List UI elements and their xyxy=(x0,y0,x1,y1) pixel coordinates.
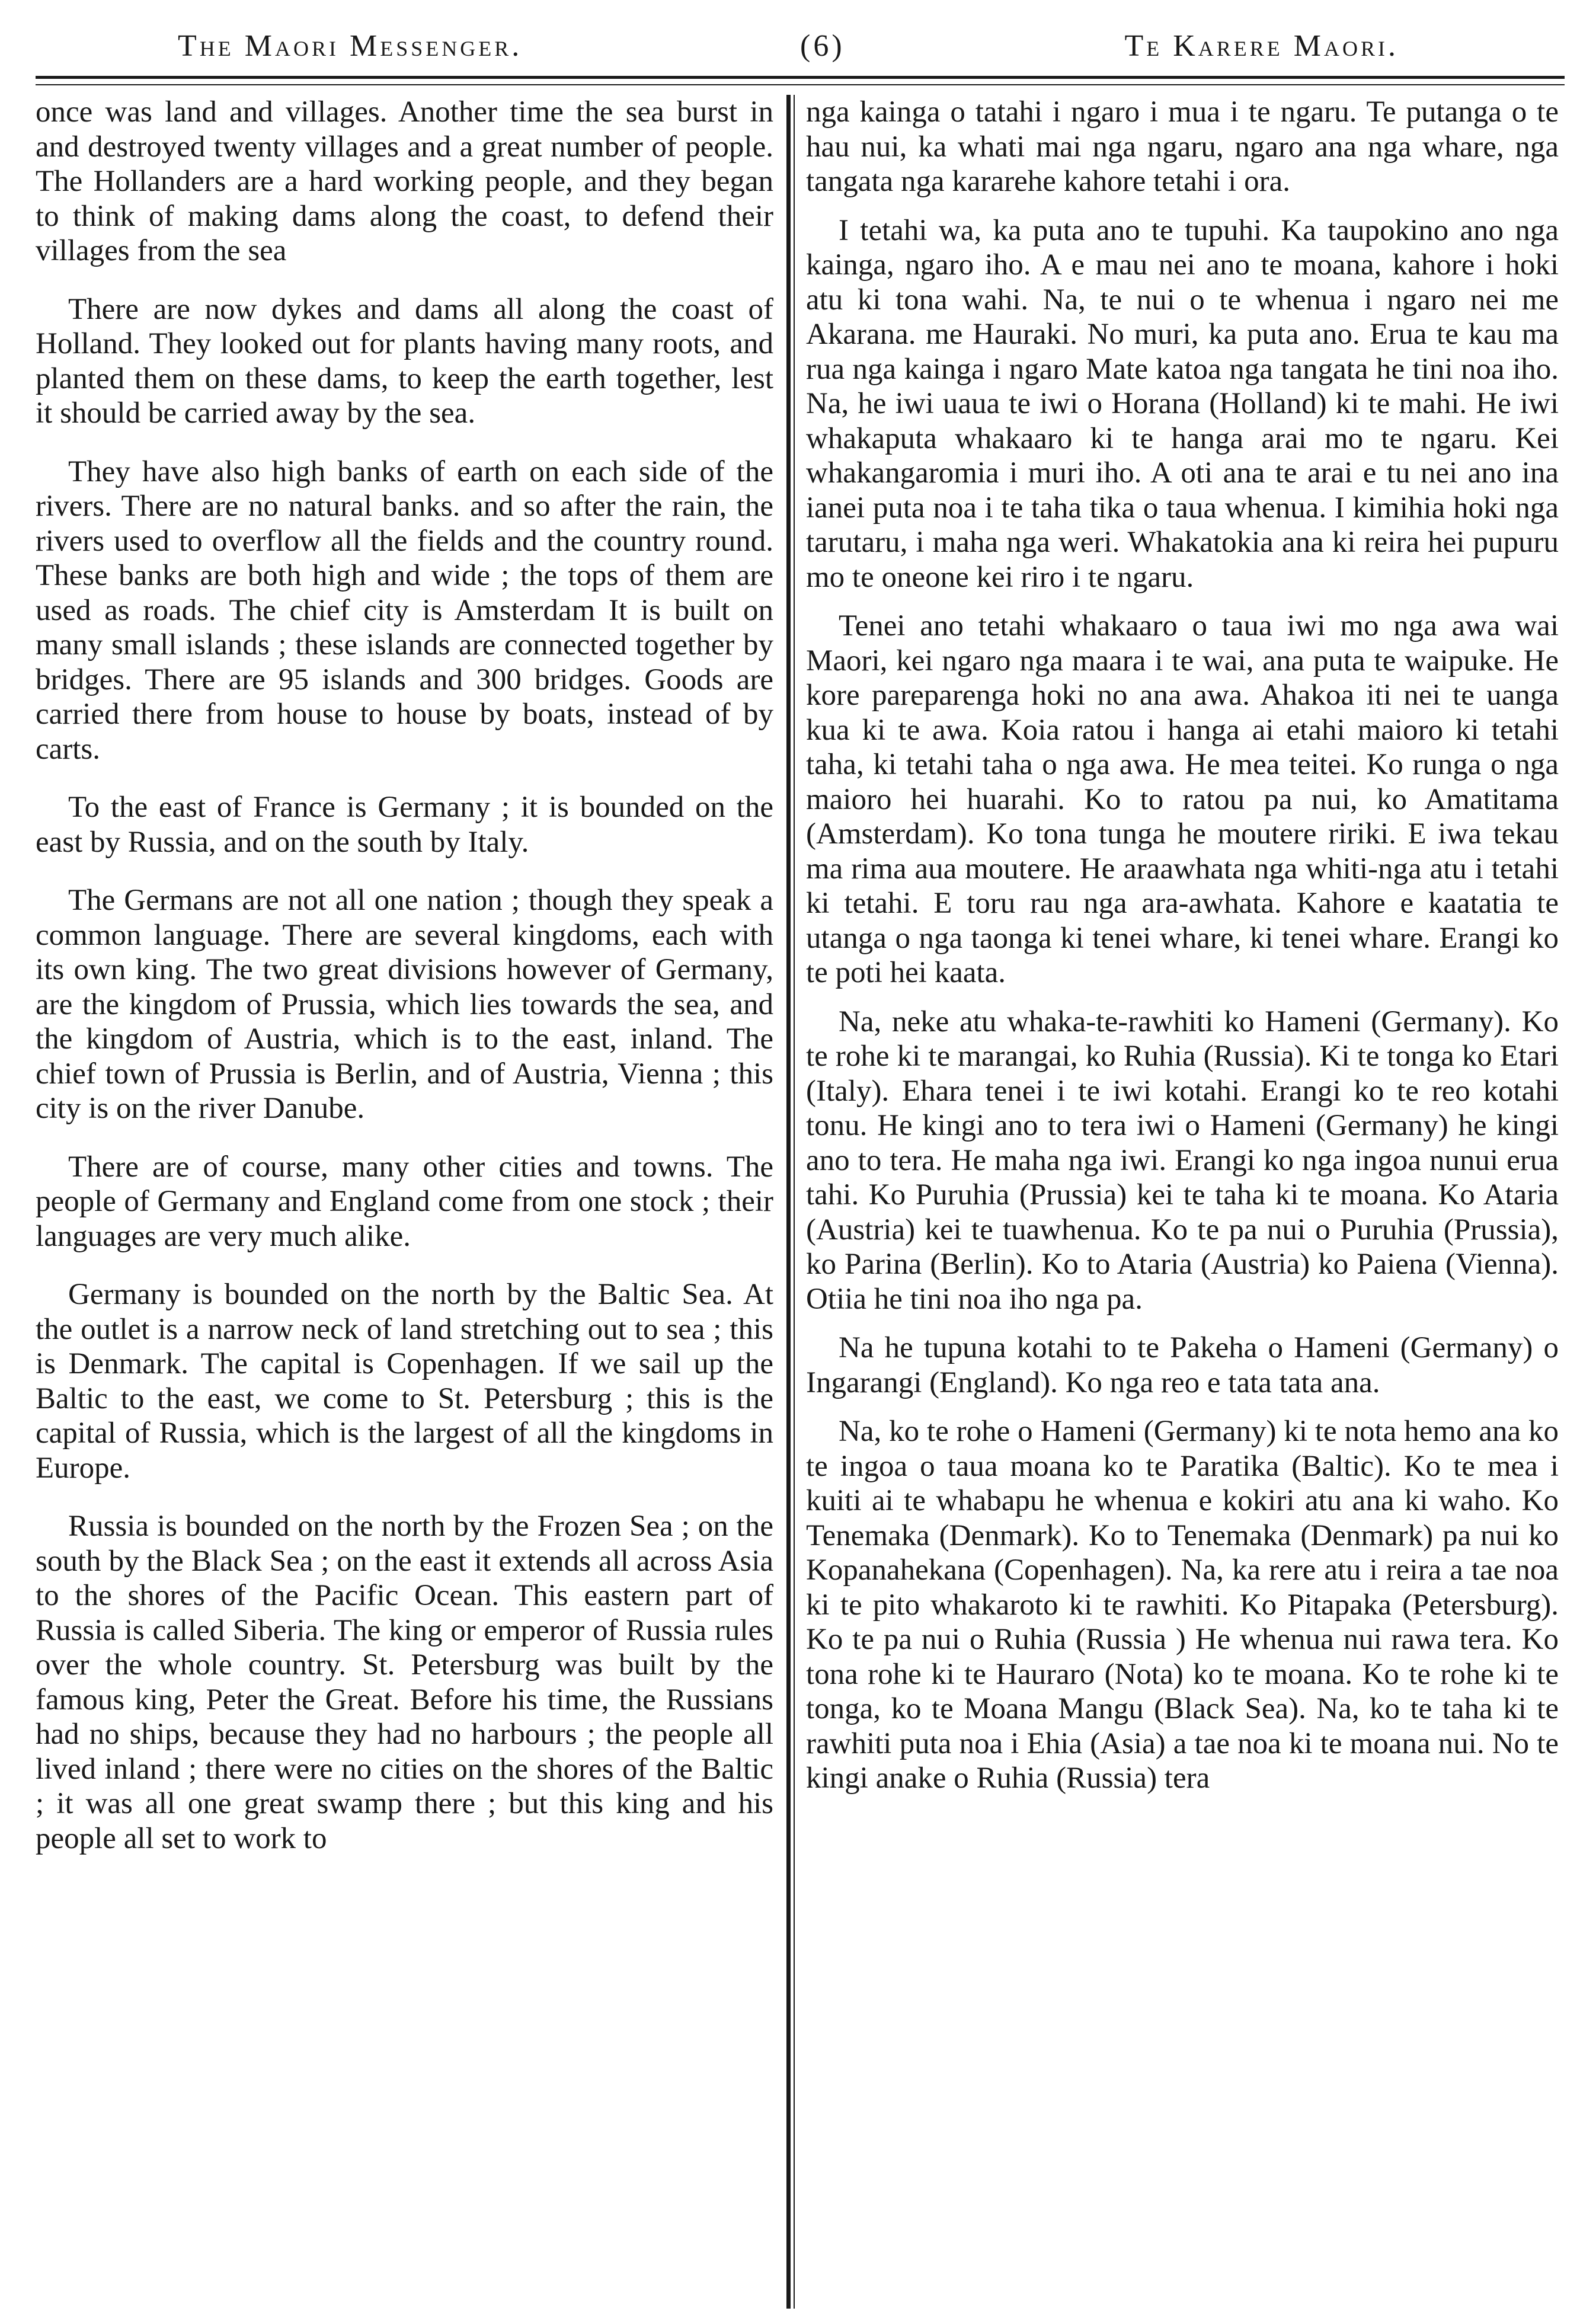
english-paragraph: once was land and villages. Another time the sea burst in and destroyed twenty villages and a great number of people. The Hollanders are a hard working people, and they began to think of making dams along the coast, to defend their villages from the sea xyxy=(36,95,773,267)
header-rule-thin xyxy=(36,84,1565,85)
english-paragraph: They have also high banks of earth on each side of the rivers. There are no natural banks. and so after the rain, the rivers used to overflow all the fields and the country round. These banks are both high and wide ; the tops of them are used as roads. The chief city is Amsterdam It is built on many small islands ; these islands are connected together by bridges. There are 95 islands and 300 bridges. Goods are carried there from house to house by boats, instead of by carts. xyxy=(36,455,773,766)
maori-paragraph: nga kainga o tatahi i ngaro i mua i te ngaru. Te putanga o te hau nui, ka whati mai nga ngaru, ngaro ana nga whare, nga tangata nga kararehe kahore tetahi i ora. xyxy=(806,95,1559,198)
english-paragraph: Russia is bounded on the north by the Frozen Sea ; on the south by the Black Sea ; on the east it extends all across Asia to the shores of the Pacific Ocean. This eastern part of Russia is called Siberia. The king or emperor of Russia rules over the whole country. St. Petersburg was built by the famous king, Peter the Great. Before his time, the Russians had no ships, because they had no harbours ; the people all lived inland ; there were no cities on the shores of the Baltic ; it was all one great swamp there ; but this king and his people all set to work to xyxy=(36,1510,773,1855)
english-column xyxy=(36,95,773,2312)
masthead-maori-title: Te Karere Maori. xyxy=(1124,29,1399,63)
header-rule-thick xyxy=(36,76,1565,79)
maori-paragraph: Na, neke atu whaka-te-rawhiti ko Hameni (Germany). Ko te rohe ki te marangai, ko Ruhia (Russia). Ki te tonga ko Etari (Italy). Ehara tenei i te iwi kotahi. Erangi ko te reo kotahi tonu. He kingi ano to tera iwi o Hameni (Germany) he kingi ano to tera. He maha nga iwi. Erangi ko nga ingoa nunui erua tahi. Ko Puruhia (Prussia) kei te taha ki te moana. Ko Ataria (Austria) kei te tuawhenua. Ko te pa nui o Puruhia (Prussia), ko Parina (Berlin). Ko to Ataria (Austria) ko Paiena (Vienna). Otiia he tini noa iho nga pa. xyxy=(806,1005,1559,1316)
column-divider-thin xyxy=(794,95,795,2309)
maori-paragraph: I tetahi wa, ka puta ano te tupuhi. Ka taupokino ano nga kainga, ngaro iho. A e mau nei ano te moana, kahore i hoki atu ki tona wahi. Na, te nui o te whenua i ngaro nei me Akarana. me Hauraki. No muri, ka puta ano. Erua te kau ma rua nga kainga i ngaro Mate katoa nga tangata he tini noa iho. Na, he iwi uaua te iwi o Horana (Holland) ki te mahi. He iwi whakaputa whakaaro ki te hanga arai mo te ngaru. Kei whakangaromia i muri iho. A oti ana te arai e tu nei ano ina ianei puta noa i te taha tika o taua whenua. I kimihia hoki nga tarutaru, i maha nga weri. Whakatokia ana ki reira hei pupuru mo te oneone kei riro i te ngaru. xyxy=(806,213,1559,594)
english-paragraph: There are now dykes and dams all along the coast of Holland. They looked out for plants having many roots, and planted them on these dams, to keep the earth together, lest it should be carried away by the sea. xyxy=(36,292,773,430)
maori-paragraph: Na he tupuna kotahi to te Pakeha o Hameni (Germany) o Ingarangi (England). Ko nga reo e tata tata ana. xyxy=(806,1331,1559,1399)
english-paragraph: The Germans are not all one nation ; though they speak a common language. There are several kingdoms, each with its own king. The two great divisions however of Germany, are the kingdom of Prussia, which lies towards the sea, and the kingdom of Austria, which is to the east, inland. The chief town of Prussia is Berlin, and of Austria, Vienna ; this city is on the river Danube. xyxy=(36,884,773,1125)
page-header xyxy=(36,24,1565,71)
column-divider xyxy=(786,95,791,2309)
masthead-english-title: The Maori Messenger. xyxy=(178,29,523,63)
maori-paragraph: Na, ko te rohe o Hameni (Germany) ki te nota hemo ana ko te ingoa o taua moana ko te Paratika (Baltic). Ko te mea i kuiti ai te whabapu he whenua e kokiri atu ana ki waho. Ko Tenemaka (Denmark). Ko to Tenemaka (Denmark) pa nui ko Kopanahekana (Copenhagen). Na, ka rere atu i reira a tae noa ki te pito whakaroto ki te rawhiti. Ko Pitapaka (Petersburg). Ko te pa nui o Ruhia (Russia ) He whenua nui rawa tera. Ko tona rohe ki te Hauraro (Nota) ko te moana. Ko te rohe ki te tonga, ko te Moana Mangu (Black Sea). Na, ko te taha ki te rawhiti puta noa i Ehia (Asia) a tae noa ki te moana nui. No te kingi anake o Ruhia (Russia) tera xyxy=(806,1415,1559,1795)
english-paragraph: There are of course, many other cities and towns. The people of Germany and England come from one stock ; their languages are very much alike. xyxy=(36,1150,773,1253)
english-paragraph: To the east of France is Germany ; it is bounded on the east by Russia, and on the south by Italy. xyxy=(36,791,773,859)
english-paragraph: Germany is bounded on the north by the Baltic Sea. At the outlet is a narrow neck of land stretching out to sea ; this is Denmark. The capital is Copenhagen. If we sail up the Baltic to the east, we come to St. Petersburg ; this is the capital of Russia, which is the largest of all the kingdoms in Europe. xyxy=(36,1278,773,1485)
maori-column xyxy=(806,95,1559,2312)
maori-paragraph: Tenei ano tetahi whakaaro o taua iwi mo nga awa wai Maori, kei ngaro nga maara i te wai, ana puta te waipuke. He kore pareparenga hoki no ana awa. Ahakoa iti nei te uanga kua ki te awa. Koia ratou i hanga ai etahi maioro ki tetahi taha, ki tetahi taha o nga awa. He mea teitei. Ko runga o nga maioro hei huarahi. Ko to ratou pa nui, ko Amatitama (Amsterdam). Ko tona tunga he moutere ririki. E iwa tekau ma rima aua moutere. He araawhata nga whiti-nga atu i tetahi ki tetahi. E toru rau nga ara-awhata. Kahore e kaatatia te utanga o nga taonga ki tenei whare, ki tenei whare. Erangi ko te poti hei kaata. xyxy=(806,609,1559,989)
page-number: (6) xyxy=(800,29,845,63)
